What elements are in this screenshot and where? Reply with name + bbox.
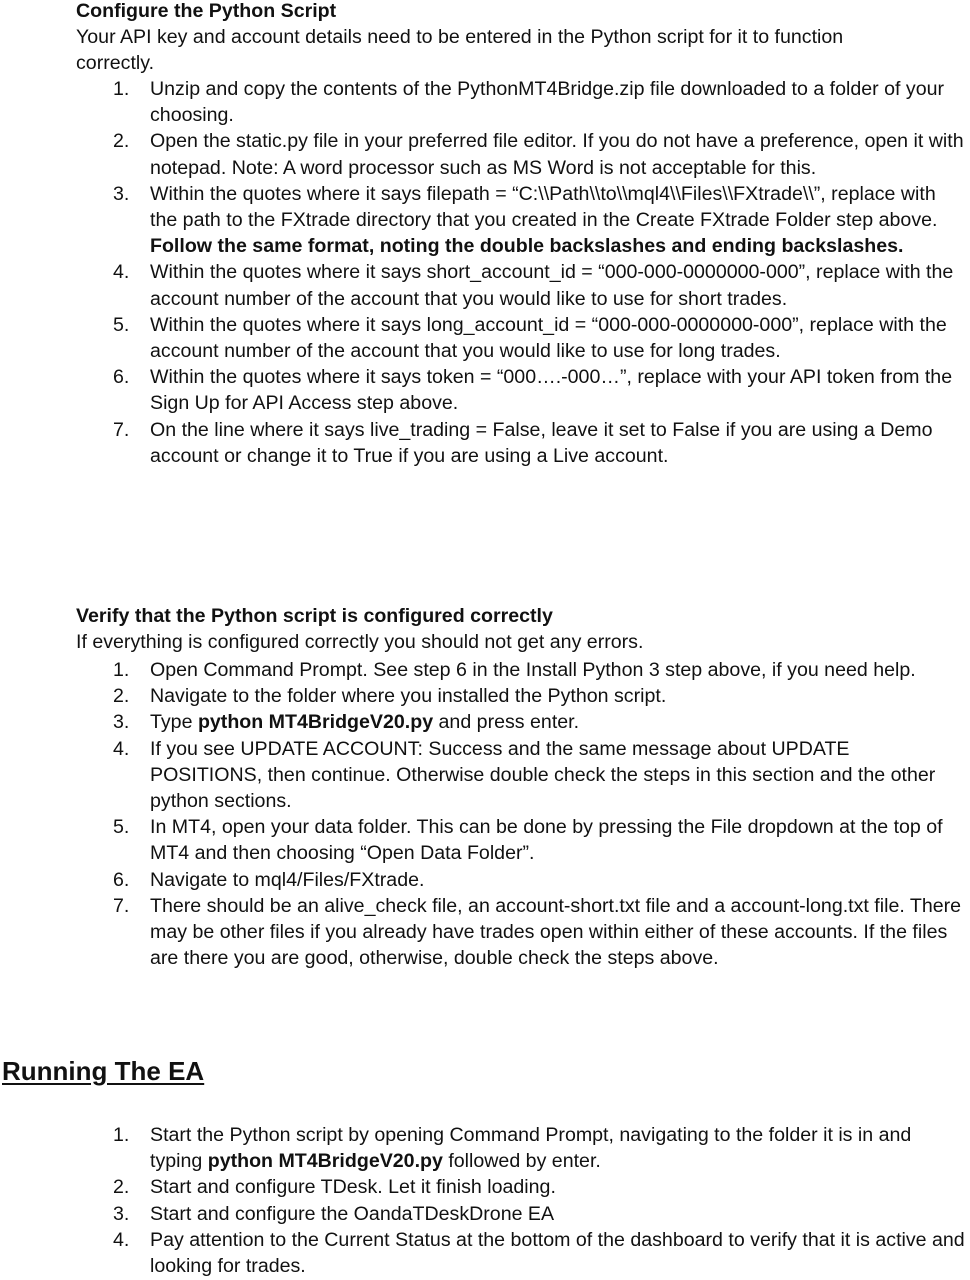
list-item: 4. If you see UPDATE ACCOUNT: Success and the same message about UPDATE POSITIONS, then continue. Otherwise double check the steps in this section and the other python sections. xyxy=(113,737,936,813)
verify-heading: Verify that the Python script is configured correctly xyxy=(76,605,553,627)
configure-intro: Your API key and account details need to be entered in the Python script for it to function correctly. xyxy=(76,26,844,75)
running-steps xyxy=(0,1122,970,1279)
running-steps-block xyxy=(0,1122,970,1279)
configure-steps-block xyxy=(0,76,970,469)
list-item: 7. There should be an alive_check file, an account-short.txt file and a account-long.txt file. There may be other files if you already have trades open within either of these accounts. If the files are there you are good, otherwise, double check the steps above. xyxy=(113,894,962,970)
list-item: 6. Navigate to mql4/Files/FXtrade. xyxy=(113,868,425,891)
verify-intro: If everything is configured correctly you should not get any errors. xyxy=(76,631,644,654)
list-item: 4. Pay attention to the Current Status at the bottom of the dashboard to verify that it is active and looking for trades. xyxy=(113,1228,965,1278)
list-item: 3. Type python MT4BridgeV20.py and press enter. xyxy=(113,711,580,734)
list-item: 2. Open the static.py file in your preferred file editor. If you do not have a preference, open it with notepad. Note: A word processor such as MS Word is not acceptable for this. xyxy=(113,130,964,179)
list-item: 5. In MT4, open your data folder. This can be done by pressing the File dropdown at the top of MT4 and then choosing “Open Data Folder”. xyxy=(113,816,943,865)
list-item: 2. Start and configure TDesk. Let it finish loading. xyxy=(113,1176,556,1199)
list-item: 2. Navigate to the folder where you installed the Python script. xyxy=(113,685,667,708)
list-item: 7. On the line where it says live_trading = False, leave it set to False if you are using a Demo account or change it to True if you are using a Live account. xyxy=(113,418,933,467)
configure-heading: Configure the Python Script xyxy=(76,0,337,22)
list-item: 1. Open Command Prompt. See step 6 in the Install Python 3 step above, if you need help. xyxy=(113,659,916,681)
configure-section xyxy=(0,0,970,77)
running-section xyxy=(0,1055,970,1087)
list-item: 6. Within the quotes where it says token = “000….-000…”, replace with your API token from the Sign Up for API Access step above. xyxy=(113,366,953,415)
list-item: 1. Start the Python script by opening Command Prompt, navigating to the folder it is in and typing python MT4BridgeV20.py followed by enter. xyxy=(113,1124,912,1173)
list-item: 4. Within the quotes where it says short_account_id = “000-000-0000000-000”, replace with the account number of the account that you would like to use for short trades. xyxy=(113,261,954,310)
verify-section xyxy=(0,603,970,655)
list-item: 3. Within the quotes where it says filepath = “C:\\Path\\to\\mql4\\Files\\FXtrade\\”, replace with the path to the FXtrade directory that you created in the Create FXtrade Folder step above. Follow the same format, noting the double backslashes and ending backslashes. xyxy=(113,182,938,258)
verify-steps xyxy=(0,657,970,971)
running-heading: Running The EA xyxy=(2,1056,205,1086)
verify-steps-block xyxy=(0,657,970,971)
list-item: 5. Within the quotes where it says long_account_id = “000-000-0000000-000”, replace with the account number of the account that you would like to use for long trades. xyxy=(113,313,947,363)
configure-steps xyxy=(0,76,970,469)
list-item: 3. Start and configure the OandaTDeskDrone EA xyxy=(113,1202,555,1225)
list-item: 1. Unzip and copy the contents of the PythonMT4Bridge.zip file downloaded to a folder of your choosing. xyxy=(113,78,945,127)
